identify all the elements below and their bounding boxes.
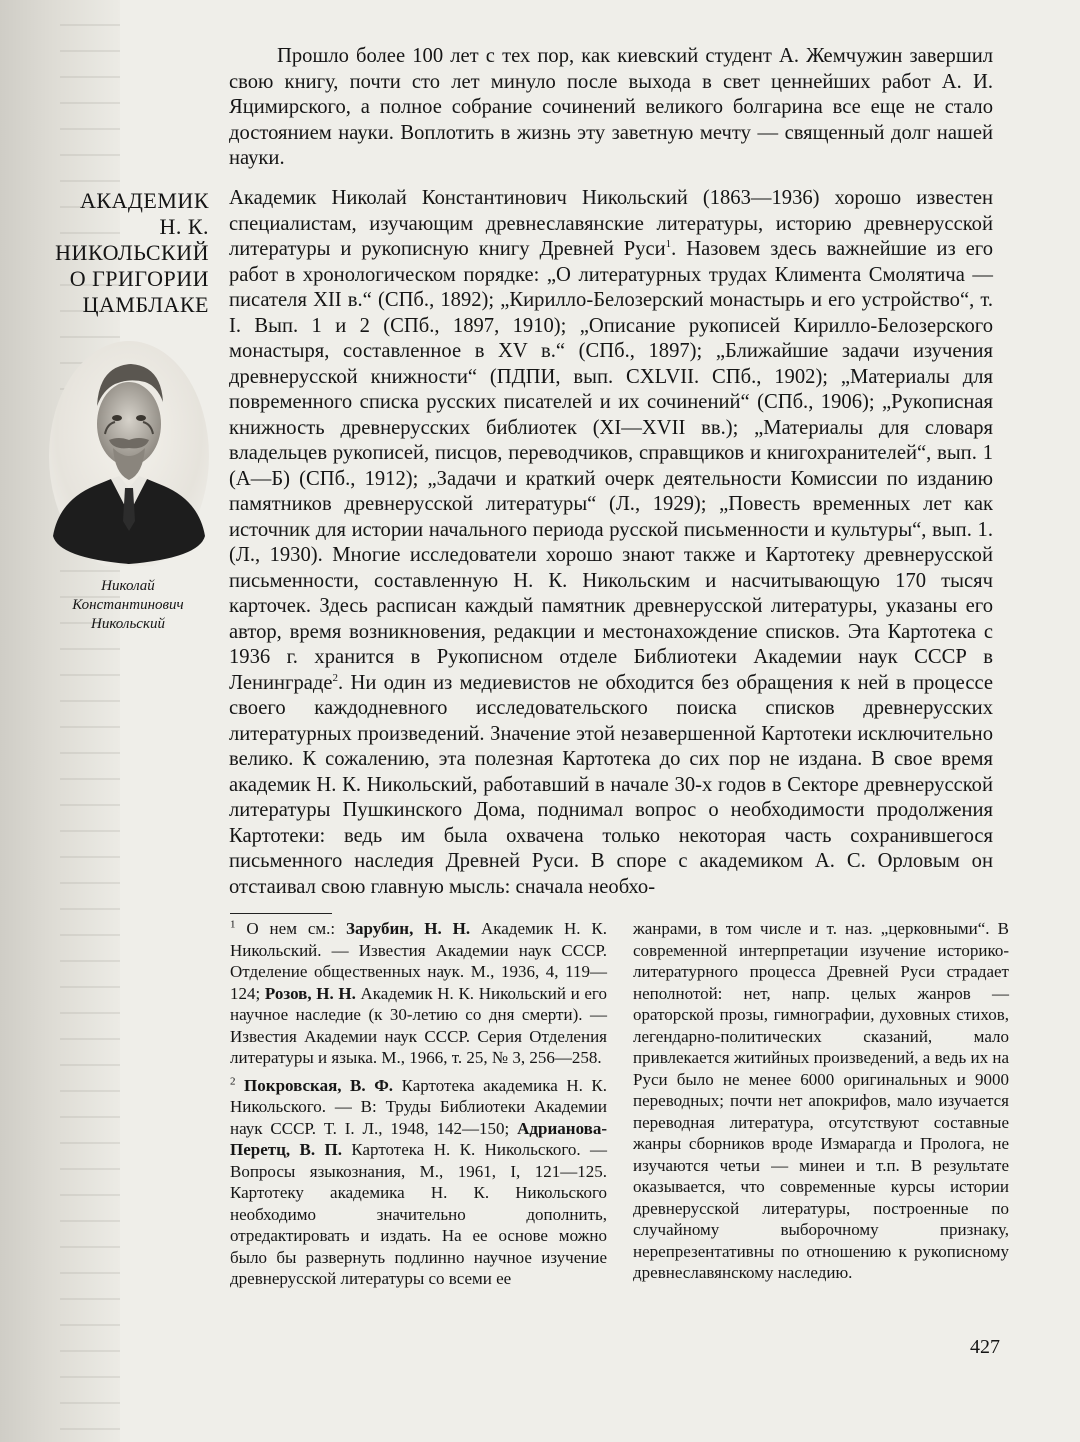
caption-line: Николай (101, 578, 155, 594)
footnote-text: Академик Н. К. Никольский. — Известия Академии наук СССР. Отделение общественных наук. М., 1936, 4, 119—124; (230, 919, 607, 1003)
footnote-reference: 2 (332, 671, 339, 684)
main-paragraph (229, 186, 993, 900)
side-heading-line: О ГРИГОРИИ (69, 266, 209, 291)
footnote-1 (230, 918, 607, 1069)
intro-paragraph: Прошло более 100 лет с тех пор, как киевский студент А. Жемчужин завершил свою книгу, почти сто лет минуло после выхода в свет ценнейших работ А. И. Яцимирского, а полное собрание сочинений великого болгарина все еще не стало достоянием науки. Воплотить в жизнь эту заветную мечту — священный долг нашей науки. (229, 45, 993, 169)
footnote-separator (230, 913, 332, 914)
footnote-author: Зарубин, Н. Н. (346, 919, 471, 938)
main-text-part: Академик Николай Константинович Никольский (1863—1936) хорошо известен специалистам, изучающим древнеславянские литературы, историю древнерусской литературы и рукописную книгу Древней Руси (229, 187, 993, 260)
footnotes-left-column (230, 918, 607, 1296)
footnote-author: Покровская, В. Ф. (235, 1075, 394, 1095)
side-heading (29, 188, 209, 318)
footnote-2 (230, 1075, 607, 1290)
main-text-part: . Ни один из медиевистов не обходится без обращения к ней в процессе своего каждодневного исследовательского поиска списков древнерусских литературных произведений. Значение этой незавершенной Картотеки исключительно велико. К сожалению, эта полезная Картотека до сих пор не издана. В свое время академик Н. К. Никольский, работавший в начале 30-х годов в Секторе древнерусской литературы Пушкинского Дома, поднимал вопрос о необходимости продолжения Картотеки: ведь им была охвачена только некоторая часть сохранившегося письменного наследия Древней Руси. В споре с академиком А. С. Орловым он отстаивал свою главную мысль: сначала необхо- (229, 671, 993, 898)
page-number: 427 (970, 1336, 1000, 1358)
footnotes-right-column (633, 918, 1009, 1284)
footnote-text: Академик Н. К. Никольский и его научное наследие (к 30-летию со дня смерти). — Известия Академии наук СССР. Серия Отделения литературы и языка. М., 1966, т. 25, № 3, 256—258. (230, 983, 607, 1067)
side-heading-line: НИКОЛЬСКИЙ (55, 240, 209, 265)
caption-line: Никольский (91, 616, 165, 632)
footnote-text: Картотека Н. К. Никольского. — Вопросы языкознания, М., 1961, I, 121—125. Картотеку академика Н. К. Никольского необходимо значительно дополнить, отредактировать и издать. На ее основе можно было бы развернуть подлинно научное изучение древнерусской литературы со всеми ее (230, 1140, 607, 1288)
portrait-caption (40, 577, 216, 634)
footnote-author: Адрианова-Перетц, В. П. (230, 1118, 607, 1159)
footnote-mark: 2 (230, 1074, 236, 1087)
portrait-photo (49, 336, 209, 566)
main-text-part: . Назовем здесь важнейшие из его работ в хронологическом порядке: „О литературных трудах Климента Смолятича — писателя XII в.“ (СПб., 1892); „Кирилло-Белозерский монастырь и его устройство“, т. I. Вып. 1 и 2 (СПб., 1897, 1910); „Описание рукописей Кирилло-Белозерского монастыря, составленное в XV в.“ (СПб., 1897); „Ближайшие задачи изучения древнерусской книжности“ (ПДПИ, вып. CXLVII. СПб., 1902); „Материалы для повременного списка русских писателей и их сочинений“ (СПб., 1906); „Рукописная книжность древнерусских библиотек (XI—XVII вв.); „Материалы для словаря владельцев рукописей, писцов, переводчиков, справщиков и книгохранителей“, вып. 1 (А—Б) (СПб., 1912); „Задачи и краткий очерк деятельности Комиссии по изданию памятников древнерусской литературы“ (Л., 1929); „Повесть временных лет как источник для истории начального периода русской письменности и культуры“, вып. 1. (Л., 1930). Многие исследователи хорошо знают также и Картотеку древнерусской письменности, составленную Н. К. Никольским и насчитывающую 170 тысяч карточек. Здесь расписан каждый памятник древнерусской литературы, указаны его автор, время возникновения, редакции и местонахождение списков. Эта Картотека с 1936 г. хранится в Рукописном отделе Библиотеки Академии наук СССР в Ленинграде (229, 238, 993, 694)
footnote-continuation: жанрами, в том числе и т. наз. „церковными“. В современной интерпретации изучение историко-литературного процесса Древней Руси страдает неполнотой: нет, напр. целых жанров — ораторской прозы, гимнографии, духовных стихов, легендарно-политических сказаний, мало привлекается житийных произведений, а ведь их на Руси было не менее 6000 оригинальных и 9000 переводных; почти нет апокрифов, мало изучается переводная литература, отсутствуют составные жанры сборников вроде Измарагда и Пролога, не изучаются четьи — минеи и т.п. В результате оказывается, что современные курсы истории древнерусской литературы, построенные по случайному выборочному признаку, нерепрезентативны по отношению к рукописному древнеславянскому наследию. (633, 919, 1009, 1282)
footnote-text: Картотека академика Н. К. Никольского. — В: Труды Библиотеки Академии наук СССР. Т. I. Л., 1948, 142—150; (230, 1075, 607, 1138)
footnote-author: Розов, Н. Н. (264, 983, 356, 1003)
side-heading-line: ЦАМБЛАКЕ (82, 292, 209, 317)
footnote-text: О нем см.: (235, 919, 347, 938)
side-heading-line: Н. К. (159, 214, 209, 239)
caption-line: Константинович (72, 597, 184, 613)
footnote-reference: 1 (665, 238, 672, 251)
side-heading-line: АКАДЕМИК (79, 188, 209, 213)
footnote-mark: 1 (230, 918, 236, 931)
